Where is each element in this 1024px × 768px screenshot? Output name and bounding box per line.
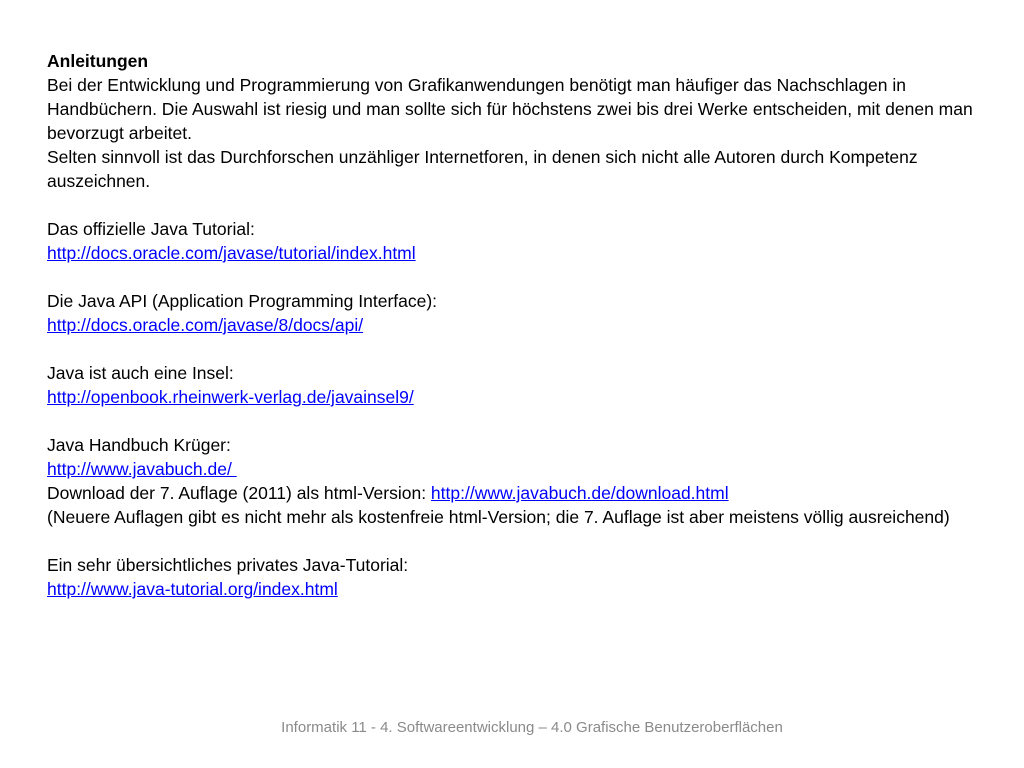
slide-footer: Informatik 11 - 4. Softwareentwicklung – 4.0 Grafische Benutzeroberflächen (281, 719, 783, 736)
krueger-label: Java Handbuch Krüger: (47, 435, 231, 455)
download-label: Download der 7. Auflage (2011) als html-Version: (47, 483, 431, 503)
spacer (47, 409, 987, 433)
spacer (47, 529, 987, 553)
slide-heading: Anleitungen (47, 51, 149, 71)
intro-paragraph-2: Selten sinnvoll ist das Durchforschen unzähliger Internetforen, in denen sich nicht alle Autoren durch Kompetenz auszeichnen. (47, 147, 918, 191)
tutorial-link[interactable]: http://docs.oracle.com/javase/tutorial/index.html (47, 243, 416, 263)
api-link[interactable]: http://docs.oracle.com/javase/8/docs/api/ (47, 315, 364, 335)
private-tutorial-label: Ein sehr übersichtliches privates Java-Tutorial: (47, 555, 409, 575)
api-label: Die Java API (Application Programming Interface): (47, 291, 438, 311)
spacer (47, 265, 987, 289)
insel-label: Java ist auch eine Insel: (47, 363, 234, 383)
download-note: (Neuere Auflagen gibt es nicht mehr als kostenfreie html-Version; die 7. Auflage ist aber meistens völlig ausreichend) (47, 507, 950, 527)
slide-content (47, 49, 987, 601)
spacer (47, 337, 987, 361)
download-line (47, 481, 987, 505)
tutorial-label: Das offizielle Java Tutorial: (47, 219, 255, 239)
spacer (47, 193, 987, 217)
intro-paragraph-1: Bei der Entwicklung und Programmierung von Grafikanwendungen benötigt man häufiger das Nachschlagen in Handbüchern. Die Auswahl ist riesig und man sollte sich für höchstens zwei bis drei Werke entscheiden, mit denen man bevorzugt arbeitet. (47, 75, 973, 143)
krueger-link[interactable]: http://www.javabuch.de/ (47, 459, 237, 479)
insel-link[interactable]: http://openbook.rheinwerk-verlag.de/javainsel9/ (47, 387, 414, 407)
download-link[interactable]: http://www.javabuch.de/download.html (430, 483, 729, 503)
private-tutorial-link[interactable]: http://www.java-tutorial.org/index.html (47, 579, 338, 599)
